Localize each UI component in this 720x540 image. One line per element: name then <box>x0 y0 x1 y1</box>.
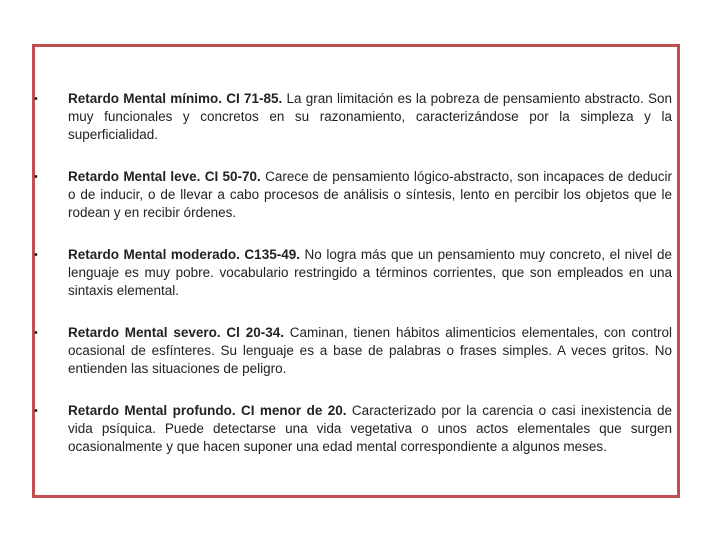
list-item-body: Caminan, tienen hábitos alimenticios elementales, con control ocasional de esfínteres. Su lenguaje es a base de palabras o frases simples. A veces gritos. No entienden las situaciones de peligro. <box>68 325 673 376</box>
list-item-text <box>68 246 672 300</box>
list-item-text <box>68 324 672 378</box>
list-item-text <box>68 402 672 456</box>
list-item-heading: Retardo Mental severo. Cl 20-34. <box>68 325 284 340</box>
list-item-heading: Retardo Mental profundo. CI menor de 20. <box>68 403 347 418</box>
list-item-heading: Retardo Mental leve. CI 50-70. <box>68 169 261 184</box>
list-item-text <box>68 168 672 222</box>
bullet-icon: • <box>34 93 38 105</box>
list-item-body: Caracterizado por la carencia o casi inexistencia de vida psíquica. Puede detectarse una vida vegetativa o unos actos elementales que surgen ocasionalmente y que hacen suponer una edad mental correspondiente a algunos meses. <box>68 403 672 454</box>
bullet-icon: • <box>34 249 38 261</box>
list-item-body: La gran limitación es la pobreza de pensamiento abstracto. Son muy funcionales y concretos en su razonamiento, caracterizándose por la simpleza y la superficialidad. <box>68 91 672 142</box>
list-item-body: Carece de pensamiento lógico-abstracto, son incapaces de deducir o de inducir, o de llevar a cabo procesos de análisis o síntesis, lento en percibir los objetos que le rodean y en recibir órdenes. <box>68 169 672 220</box>
list-item-body: No logra más que un pensamiento muy concreto, el nivel de lenguaje es muy pobre. vocabulario restringido a términos corrientes, que son empleados en una sintaxis elemental. <box>68 247 672 298</box>
list-item-heading: Retardo Mental moderado. C135-49. <box>68 247 300 262</box>
bullet-icon: • <box>34 405 38 417</box>
list-item-text <box>68 90 672 144</box>
bullet-icon: • <box>34 327 38 339</box>
list-item-heading: Retardo Mental mínimo. CI 71-85. <box>68 91 283 106</box>
bullet-icon: • <box>34 171 38 183</box>
